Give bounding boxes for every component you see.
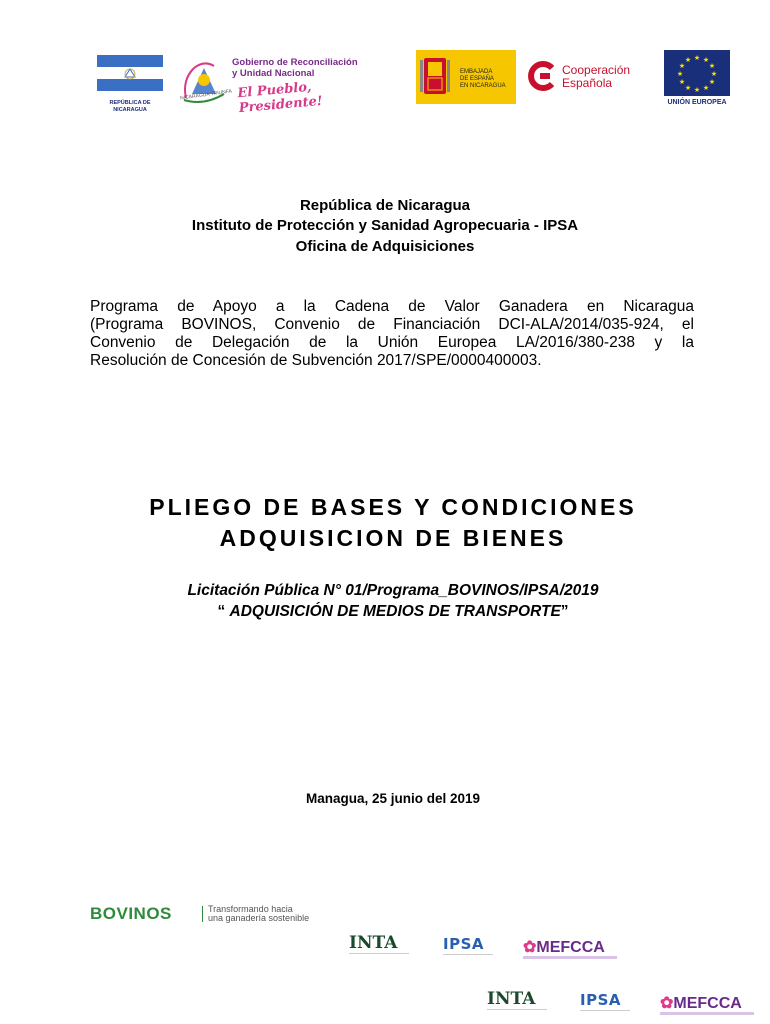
cooperacion-c-icon xyxy=(526,60,558,92)
bovinos-tag-line1: Transformando hacia xyxy=(208,904,293,914)
embajada-line3: EN NICARAGUA xyxy=(460,83,506,89)
licitacion-name-line xyxy=(0,603,770,621)
ue-label: UNIÓN EUROPEA xyxy=(667,99,727,106)
program-line3: Convenio de Delegación de la Unión Europea LA/2016/380-238 y la xyxy=(90,334,694,351)
bovinos-logo: BOVINOS xyxy=(90,904,172,923)
open-quote: “ xyxy=(217,603,230,620)
svg-text:★: ★ xyxy=(684,84,692,92)
gobierno-line2: y Unidad Nacional xyxy=(232,68,315,79)
institution-line1: República de Nicaragua xyxy=(299,197,471,214)
ipsa-subline xyxy=(443,954,493,960)
ipsa-logo-2: IPSA xyxy=(580,991,621,1009)
program-line1: Programa de Apoyo a la Cadena de Valor Ganadera en Nicaragua xyxy=(90,298,694,315)
gobierno-slogan: El Pueblo, Presidente! xyxy=(236,79,324,117)
svg-text:★: ★ xyxy=(710,70,718,78)
inta-subline xyxy=(349,953,409,960)
embajada-line1: EMBAJADA xyxy=(460,69,493,75)
mefcca-logo-2 xyxy=(660,993,742,1013)
institution-line3: Oficina de Adquisiciones xyxy=(295,238,475,255)
coop-line2: Española xyxy=(562,76,613,90)
institution-line2: Instituto de Protección y Sanidad Agropecuaria - IPSA xyxy=(191,217,579,234)
bovinos-divider xyxy=(202,906,203,922)
svg-text:★: ★ xyxy=(678,78,686,86)
cooperacion-espanola-logo xyxy=(520,50,640,104)
program-line2: (Programa BOVINOS, Convenio de Financiación DCI-ALA/2014/035-924, el xyxy=(90,316,694,333)
program-line4: Resolución de Concesión de Subvención 2017/SPE/0000400003. xyxy=(90,352,542,369)
bovinos-tag-line2: una ganadería sostenible xyxy=(208,913,310,923)
close-quote: ” xyxy=(560,603,569,620)
document-title-line2: ADQUISICION DE BIENES xyxy=(219,525,567,551)
program-paragraph xyxy=(90,298,694,370)
mefcca-flower-icon-2: ✿ xyxy=(660,995,674,1012)
document-title-line1: PLIEGO DE BASES Y CONDICIONES xyxy=(149,494,637,520)
inta-subline-2 xyxy=(487,1009,547,1016)
inta-logo: INTA xyxy=(349,933,398,953)
eu-flag-icon xyxy=(664,50,730,96)
mefcca-logo xyxy=(523,937,605,957)
svg-text:★: ★ xyxy=(693,86,701,94)
svg-text:★: ★ xyxy=(676,70,684,78)
svg-text:★: ★ xyxy=(708,78,716,86)
mefcca-underline xyxy=(523,956,617,959)
mefcca-text: MEFCCA xyxy=(536,939,605,956)
nicaragua-flag-logo xyxy=(97,55,163,99)
ipsa-subline-2 xyxy=(580,1010,630,1016)
republica-caption: REPÚBLICA DE NICARAGUA xyxy=(109,100,151,113)
mefcca-text-2: MEFCCA xyxy=(673,995,742,1012)
svg-text:★: ★ xyxy=(708,62,716,70)
inta-logo-2: INTA xyxy=(487,989,536,1009)
ipsa-logo: IPSA xyxy=(443,935,484,953)
svg-text:★: ★ xyxy=(678,62,686,70)
gobierno-logo xyxy=(179,50,380,117)
mefcca-flower-icon: ✿ xyxy=(523,939,537,956)
embajada-line2: DE ESPAÑA xyxy=(460,76,494,82)
document-date: Managua, 25 junio del 2019 xyxy=(305,791,481,806)
svg-text:★: ★ xyxy=(693,54,701,62)
svg-text:★: ★ xyxy=(702,84,710,92)
bovinos-tagline xyxy=(208,905,309,923)
svg-text:★: ★ xyxy=(702,56,710,64)
gobierno-line1: Gobierno de Reconciliación xyxy=(232,57,358,68)
licitacion-name: ADQUISICIÓN DE MEDIOS DE TRANSPORTE xyxy=(229,603,561,620)
mefcca-underline-2 xyxy=(660,1012,754,1015)
embajada-espana-logo xyxy=(416,50,516,104)
gobierno-ring-text: NICARAGUA TRIUNFA xyxy=(179,88,233,102)
coop-line1: Cooperación xyxy=(562,63,631,77)
svg-text:★: ★ xyxy=(684,56,692,64)
licitacion-number: Licitación Pública N° 01/Programa_BOVINOS/IPSA/2019 xyxy=(187,582,599,599)
